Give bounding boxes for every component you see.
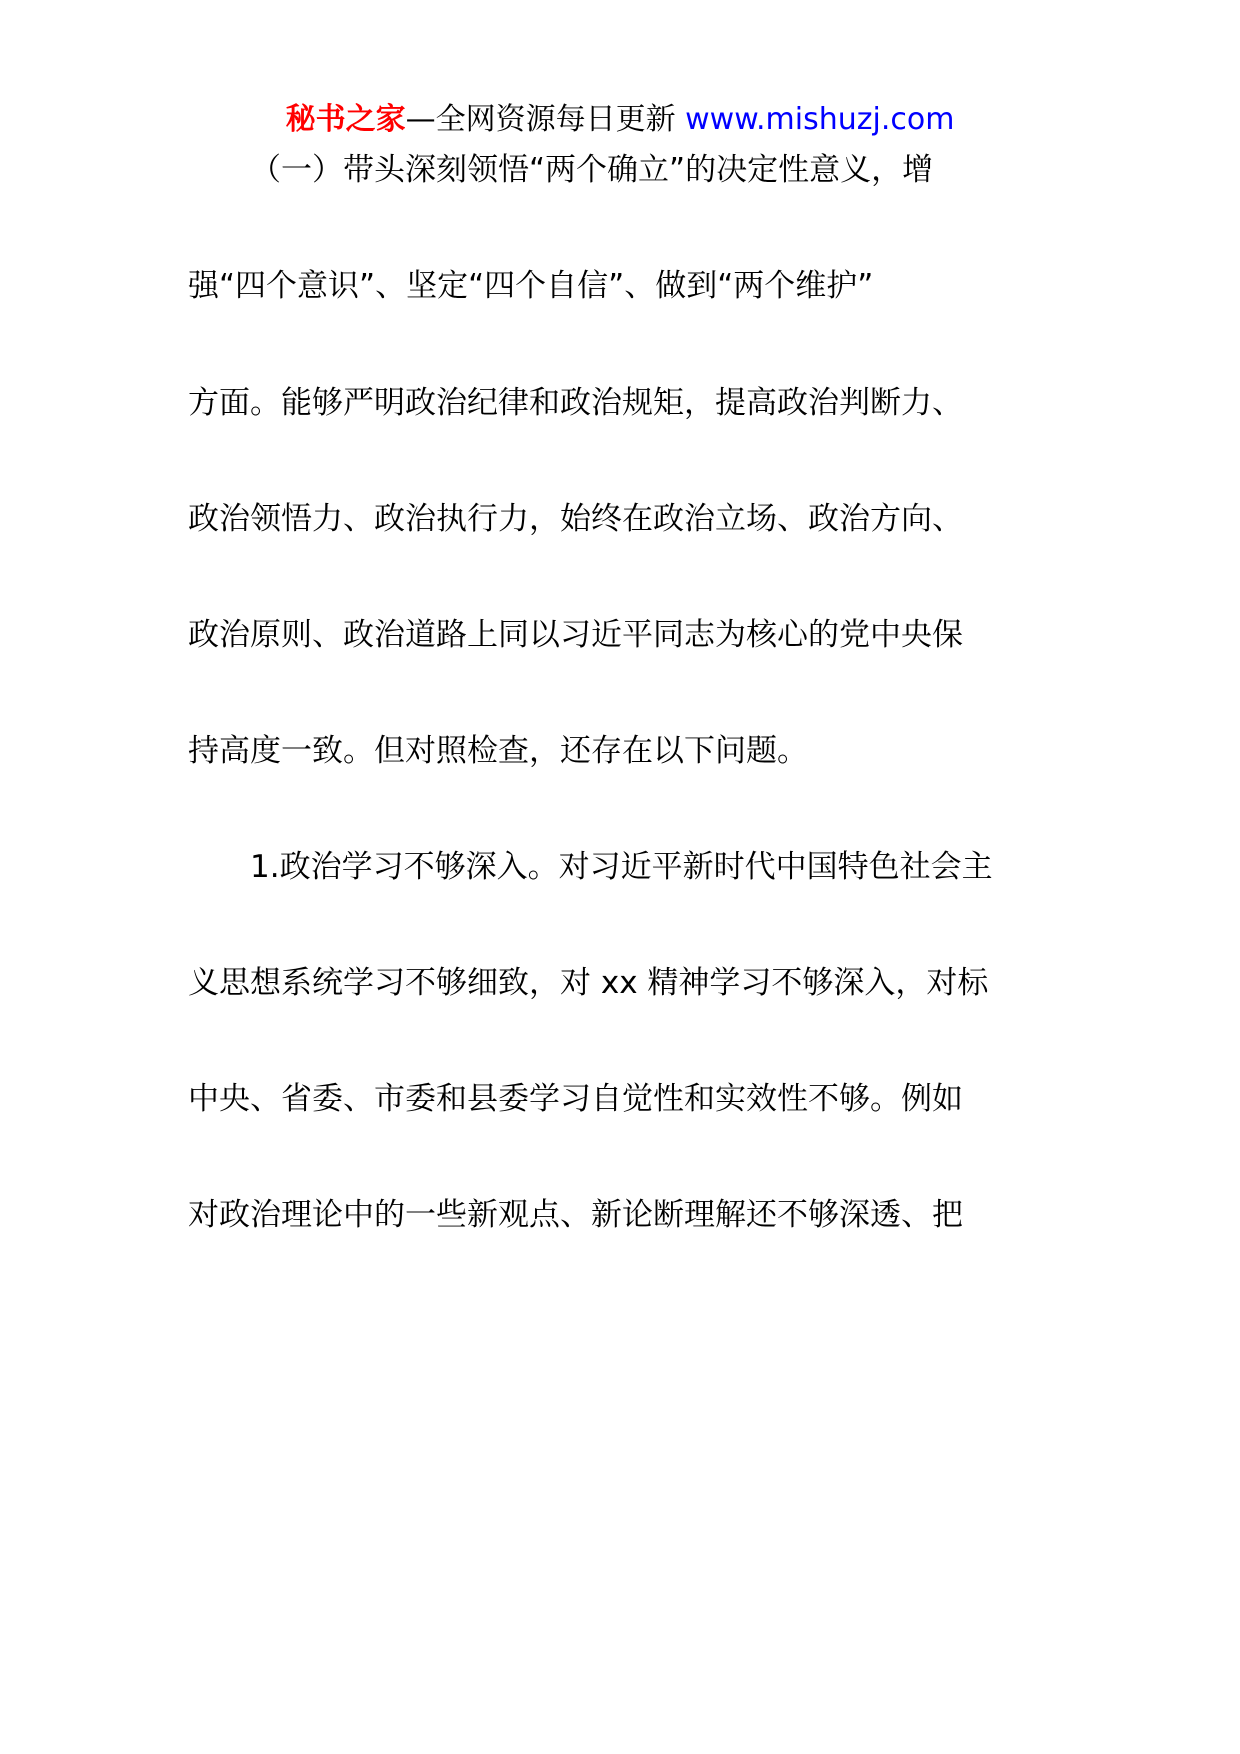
paragraph-line: （一）带头深刻领悟“两个确立”的决定性意义，增 bbox=[250, 152, 934, 188]
paragraph-line: 强“四个意识”、坚定“四个自信”、做到“两个维护” bbox=[188, 268, 874, 304]
paragraph-line: 持高度一致。但对照检查，还存在以下问题。 bbox=[188, 733, 808, 769]
site-header bbox=[0, 100, 1240, 140]
paragraph-line: 对政治理论中的一些新观点、新论断理解还不够深透、把 bbox=[188, 1197, 963, 1233]
paragraph-line: 政治领悟力、政治执行力，始终在政治立场、政治方向、 bbox=[188, 501, 963, 537]
paragraph-line: 政治原则、政治道路上同以习近平同志为核心的党中央保 bbox=[188, 617, 963, 653]
header-tagline: —全网资源每日更新 bbox=[405, 102, 676, 137]
site-url-link[interactable]: www.mishuzj.com bbox=[685, 102, 955, 137]
paragraph-line: 中央、省委、市委和县委学习自觉性和实效性不够。例如 bbox=[188, 1081, 963, 1117]
paragraph-line: 1.政治学习不够深入。对习近平新时代中国特色社会主 bbox=[250, 849, 993, 885]
brand-name: 秘书之家 bbox=[285, 102, 406, 137]
paragraph-line: 方面。能够严明政治纪律和政治规矩，提高政治判断力、 bbox=[188, 385, 963, 421]
paragraph-line: 义思想系统学习不够细致，对 xx 精神学习不够深入，对标 bbox=[188, 965, 989, 1001]
